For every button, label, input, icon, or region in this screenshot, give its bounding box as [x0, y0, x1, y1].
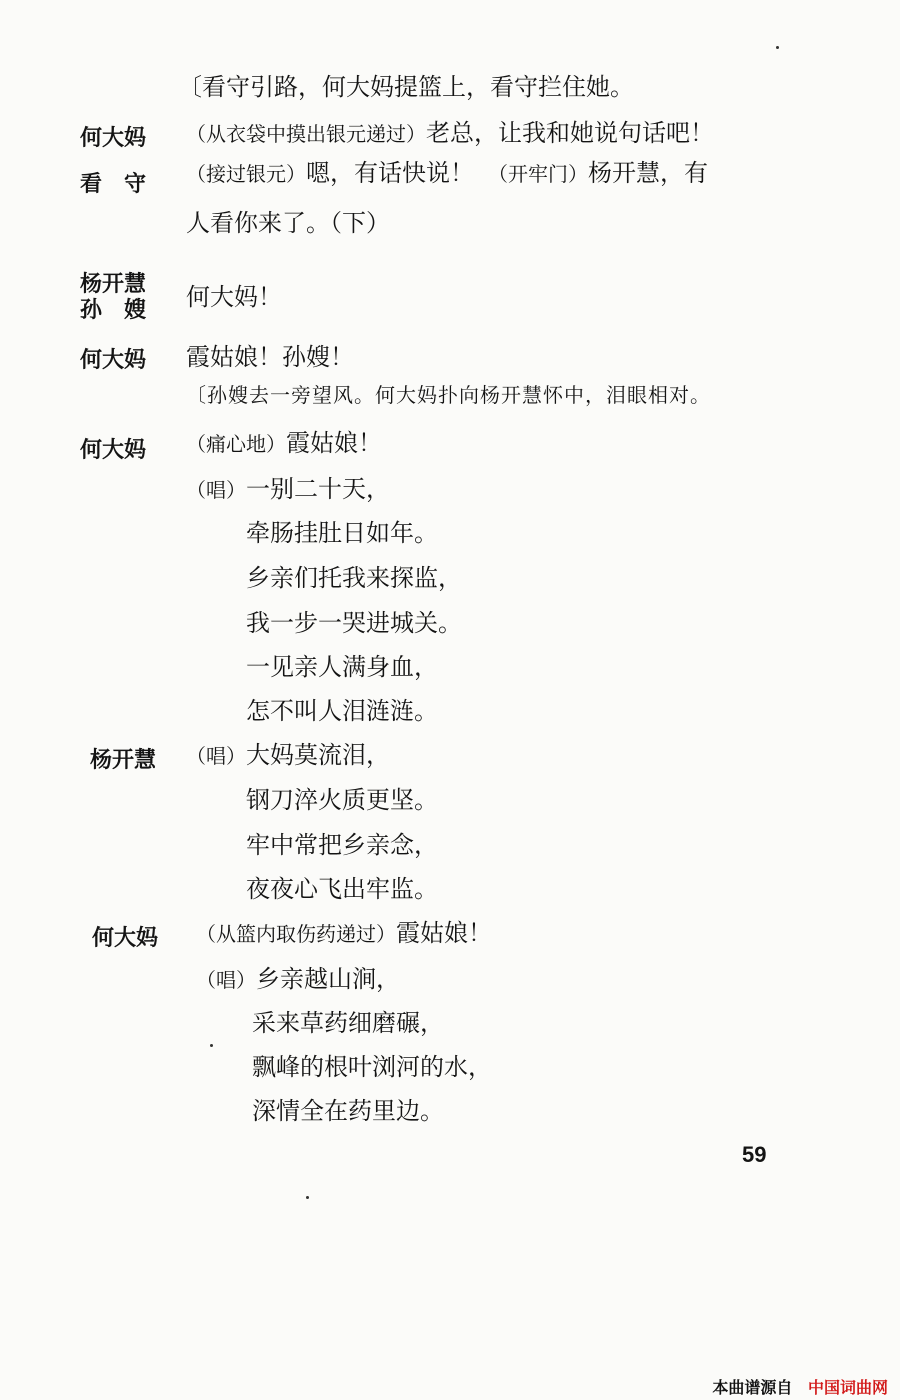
dialogue-line: 人看你来了。（下）: [186, 209, 390, 237]
scan-speck: [210, 1044, 213, 1047]
dialogue-text: 老总，让我和她说句话吧！: [426, 119, 714, 147]
dialogue-line: [196, 918, 492, 949]
dialogue-text: 杨开慧，有: [588, 159, 708, 187]
song-line: [186, 740, 390, 771]
song-line: [186, 474, 390, 505]
song-line: 牵肠挂肚日如年。: [246, 519, 438, 547]
stage-direction: 〔孙嫂去一旁望风。何大妈扑向杨开慧怀中，泪眼相对。: [186, 383, 711, 407]
stage-direction: 〔看守引路，何大妈提篮上，看守拦住她。: [178, 73, 634, 101]
speaker-label: 何大妈: [80, 438, 147, 463]
speaker-label: 看 守: [80, 172, 147, 197]
dialogue-line: 何大妈！: [186, 283, 282, 311]
dialogue-line: [186, 158, 708, 189]
dialogue-text: 嗯，有话快说！: [306, 159, 474, 187]
footer-site-name[interactable]: 中国词曲网: [807, 1378, 888, 1397]
dialogue-line: 霞姑娘！孙嫂！: [186, 343, 354, 371]
scan-speck: [306, 1196, 309, 1199]
watermark-footer: [712, 1375, 888, 1398]
page-number: 59: [742, 1142, 767, 1167]
stage-note: （从衣袋中摸出银元递过）: [186, 122, 426, 146]
speaker-label: 何大妈: [92, 926, 159, 951]
stage-note: （开牢门）: [498, 162, 588, 186]
sing-marker: （唱）: [186, 478, 246, 502]
dialogue-line: [186, 118, 714, 149]
dialogue-text: 霞姑娘！: [396, 919, 492, 947]
dialogue-text: 霞姑娘！: [286, 429, 382, 457]
song-line: 钢刀淬火质更坚。: [246, 786, 438, 814]
song-line: 怎不叫人泪涟涟。: [246, 697, 438, 725]
speaker-label: 何大妈: [80, 348, 147, 373]
footer-source-text: 本曲谱源自: [712, 1378, 793, 1397]
stage-note: （接过银元）: [186, 162, 306, 186]
song-text: 大妈莫流泪，: [246, 741, 390, 769]
dialogue-line: [186, 428, 382, 459]
stage-note: （痛心地）: [186, 432, 286, 456]
scan-speck: [776, 46, 779, 49]
song-line: 夜夜心飞出牢监。: [246, 875, 438, 903]
sing-marker: （唱）: [186, 744, 246, 768]
song-line: 一见亲人满身血，: [246, 653, 438, 681]
song-text: 一别二十天，: [246, 475, 390, 503]
song-line: 我一步一哭进城关。: [246, 609, 462, 637]
speaker-label: 杨开慧: [80, 272, 147, 297]
song-line: 采来草药细磨碾，: [252, 1009, 444, 1037]
song-line: 牢中常把乡亲念，: [246, 831, 438, 859]
song-line: 深情全在药里边。: [252, 1097, 444, 1125]
speaker-label: 何大妈: [80, 126, 147, 151]
song-line: 飘峰的根叶浏河的水，: [252, 1053, 492, 1081]
sing-marker: （唱）: [196, 968, 256, 992]
speaker-label: 孙 嫂: [80, 298, 147, 323]
song-line: [196, 964, 400, 995]
speaker-label: 杨开慧: [90, 748, 157, 773]
song-text: 乡亲越山涧，: [256, 965, 400, 993]
stage-note: （从篮内取伤药递过）: [196, 922, 396, 946]
song-line: 乡亲们托我来探监，: [246, 564, 462, 592]
